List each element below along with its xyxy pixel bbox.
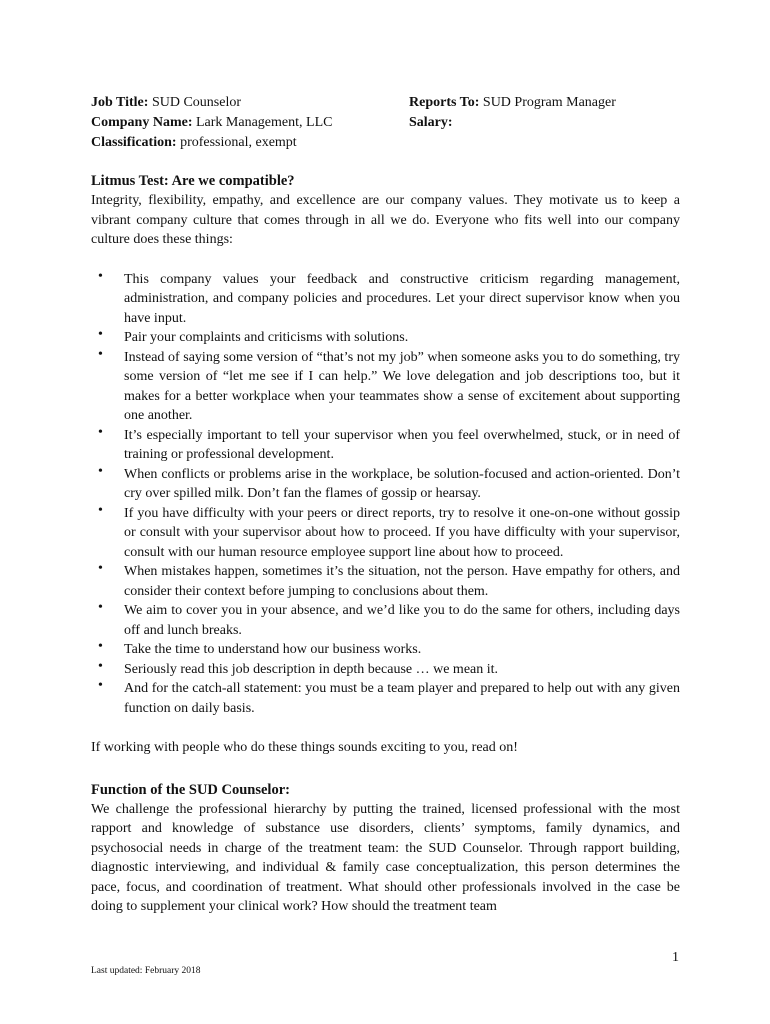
closing-statement: If working with people who do these things sounds exciting to you, read on! <box>91 740 518 755</box>
company-name-label: Company Name: <box>91 115 193 130</box>
bullet-item <box>91 328 680 348</box>
bullet-text: Take the time to understand how our business works. <box>124 642 422 657</box>
bullet-icon: • <box>98 268 103 284</box>
bullet-item <box>91 465 680 504</box>
litmus-test-heading: Litmus Test: Are we compatible? <box>91 173 295 189</box>
bullet-text: We aim to cover you in your absence, and we’d like you to do the same for others, including days off and lunch breaks. <box>124 603 680 638</box>
bullet-icon: • <box>98 327 103 342</box>
bullet-text: It’s especially important to tell your supervisor when you feel overwhelmed, stuck, or in need of training or professional development. <box>124 427 680 462</box>
bullet-item <box>91 640 680 660</box>
bullet-item <box>91 270 680 329</box>
bullet-icon: • <box>98 600 103 615</box>
litmus-intro-paragraph: Integrity, flexibility, empathy, and excellence are our company values. They motivate us to keep a vibrant company culture that comes through in all we do. Everyone who fits well into our company culture does these things: <box>91 193 680 247</box>
main-content <box>91 171 680 917</box>
bullet-item <box>91 426 680 465</box>
bullet-item <box>91 348 680 426</box>
bullet-item <box>91 601 680 640</box>
bullet-icon: • <box>98 463 103 479</box>
bullet-icon: • <box>98 502 103 518</box>
bullet-text: When mistakes happen, sometimes it’s the situation, not the person. Have empathy for others, and consider their context before jumping to conclusions about them. <box>124 564 680 599</box>
job-title-value: SUD Counselor <box>151 95 241 110</box>
bullet-item <box>91 679 680 718</box>
salary-label: Salary: <box>409 115 453 130</box>
bullet-text: Pair your complaints and criticisms with solutions. <box>124 330 409 345</box>
bullet-icon: • <box>98 346 103 362</box>
bullet-icon: • <box>98 561 103 576</box>
bullet-text: If you have difficulty with your peers or direct reports, try to resolve it one-on-one without gossip or consult with your supervisor about how to proceed. If you have difficulty with your supervisor, consult with our human resource employee support line about how to proceed. <box>124 505 680 560</box>
bullet-item <box>91 504 680 563</box>
classification-value: professional, exempt <box>180 135 297 150</box>
job-header <box>91 93 691 153</box>
reports-to-label: Reports To: <box>409 95 480 110</box>
function-heading: Function of the SUD Counselor: <box>91 781 290 798</box>
bullet-item <box>91 660 680 680</box>
bullet-icon: • <box>98 639 103 654</box>
function-body-paragraph: We challenge the professional hierarchy by putting the trained, licensed professional with the most rapport and knowledge of substance use disorders, clients’ symptoms, family dynamics, and psychosocial needs in charge of the treatment team: the SUD Counselor. Through rapport building, diagnostic interviewing, and individual & family case conceptualization, this person determines the pace, focus, and coordination of treatment. What should other professionals involved in the case be doing to supplement your clinical work? How should the treatment team <box>91 801 680 914</box>
reports-to-value: SUD Program Manager <box>482 95 616 110</box>
bullet-item <box>91 562 680 601</box>
spacer <box>91 758 680 780</box>
bullet-text: Seriously read this job description in depth because … we mean it. <box>124 661 499 677</box>
bullet-text: This company values your feedback and constructive criticism regarding management, administration, and company policies and procedures. Let your direct supervisor know when you have input. <box>124 271 680 326</box>
bullet-text: And for the catch-all statement: you must be a team player and prepared to help out with any given function on daily basis. <box>124 681 680 716</box>
bullet-icon: • <box>98 678 103 693</box>
footer-last-updated: Last updated: February 2018 <box>91 966 201 976</box>
bullet-icon: • <box>98 658 103 674</box>
bullet-text: Instead of saying some version of “that’s not my job” when someone asks you to do something, try some version of “let me see if I can help.” We love delegation and job descriptions too, but it makes for a better workplace when your teammates show a sense of excitement about supporting one another. <box>124 349 680 423</box>
culture-bullet-list <box>91 270 680 719</box>
job-title-label: Job Title: <box>91 95 149 110</box>
spacer <box>91 718 680 738</box>
bullet-text: When conflicts or problems arise in the workplace, be solution-focused and action-oriented. Don’t cry over spilled milk. Don’t fan the flames of gossip or hearsay. <box>124 466 680 501</box>
page-number: 1 <box>672 950 679 965</box>
classification-label: Classification: <box>91 135 177 150</box>
company-name-value: Lark Management, LLC <box>196 115 333 130</box>
bullet-icon: • <box>98 424 103 440</box>
